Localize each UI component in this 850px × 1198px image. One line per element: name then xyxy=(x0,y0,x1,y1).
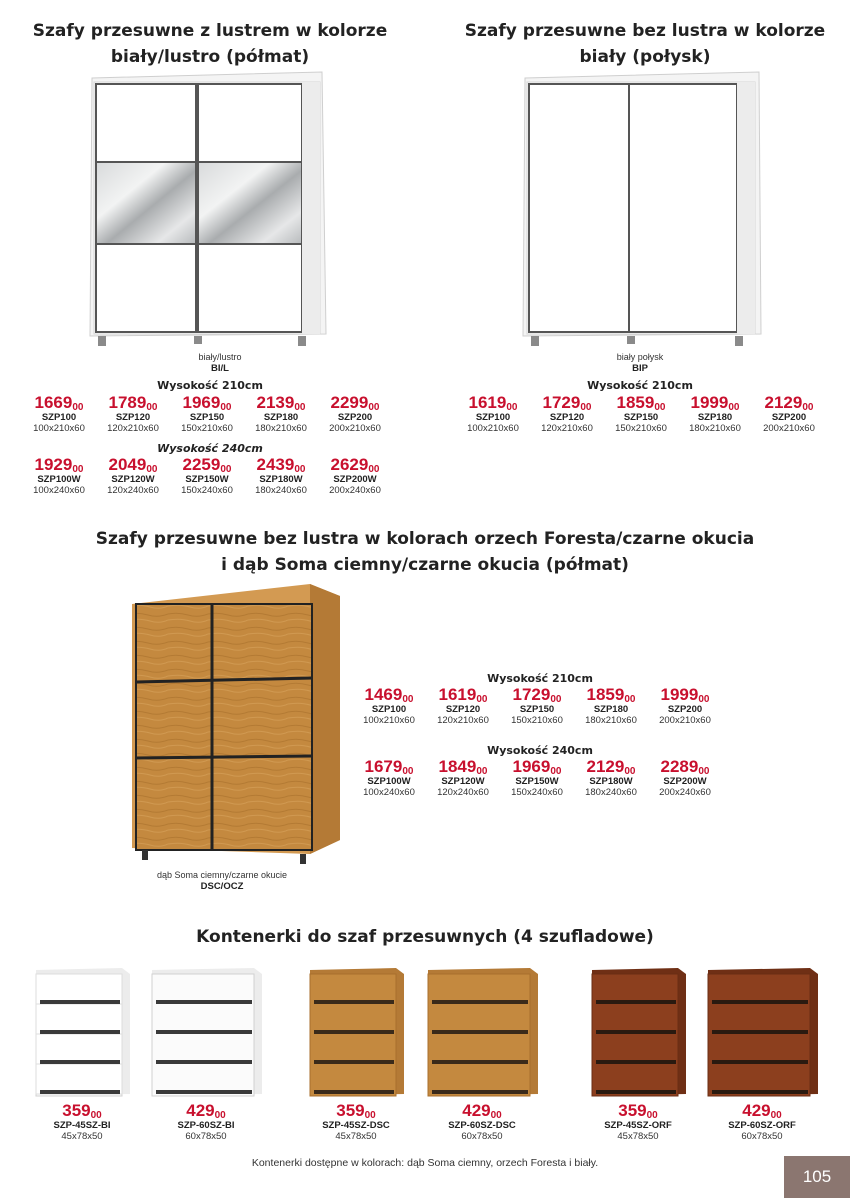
oak-variant-name: dąb Soma ciemny/czarne okucie xyxy=(156,870,288,880)
product-code: SZP120 xyxy=(115,412,151,423)
dimensions: 180x240x60 xyxy=(255,485,307,496)
gloss-variant-label xyxy=(540,352,740,374)
price-item xyxy=(352,686,426,726)
oak-wardrobe-image xyxy=(128,582,348,864)
oak-variant-label xyxy=(122,870,322,892)
price-item xyxy=(648,686,722,726)
price: 1969$^{00}$ xyxy=(512,757,562,777)
price-item xyxy=(304,1102,408,1142)
price: 2139$^{00}$ xyxy=(256,393,306,413)
product-code: SZP200W xyxy=(663,776,707,787)
product-code: SZP-60SZ-BI xyxy=(177,1120,235,1131)
price: $359^{00}$ xyxy=(336,1101,376,1121)
price: 1669$^{00}$ xyxy=(34,393,84,413)
dimensions: 100x210x60 xyxy=(33,423,85,434)
dimensions: 150x210x60 xyxy=(181,423,233,434)
dimensions: 45x78x50 xyxy=(617,1131,659,1142)
mirror-title-line-2: biały/lustro (półmat) xyxy=(110,47,310,67)
price-item xyxy=(426,686,500,726)
price-item xyxy=(456,394,530,434)
dimensions: 150x210x60 xyxy=(615,423,667,434)
product-code: SZP150W xyxy=(185,474,229,485)
mirror-wardrobe-image xyxy=(80,70,330,346)
oak-height-210-label: Wysokość 210cm xyxy=(487,672,593,685)
drawer-unit-oak-60-image xyxy=(422,966,542,1098)
mirror-height-210-label: Wysokość 210cm xyxy=(157,379,263,392)
price: 1679$^{00}$ xyxy=(364,757,414,777)
product-code: SZP-45SZ-BI xyxy=(53,1120,111,1131)
price-item xyxy=(500,686,574,726)
price-item xyxy=(752,394,826,434)
mirror-variant-label xyxy=(120,352,320,374)
price-item xyxy=(586,1102,690,1142)
price: $359^{00}$ xyxy=(618,1101,658,1121)
price-item xyxy=(244,394,318,434)
product-code: SZP180 xyxy=(263,412,299,423)
price: 2049$^{00}$ xyxy=(108,455,158,475)
oak-price-row-240 xyxy=(352,758,722,798)
price: 1729$^{00}$ xyxy=(542,393,592,413)
drawer-unit-walnut-60-image xyxy=(702,966,822,1098)
drawers-price-row xyxy=(30,1102,822,1142)
price: 1969$^{00}$ xyxy=(182,393,232,413)
dimensions: 150x240x60 xyxy=(181,485,233,496)
product-code: SZP180 xyxy=(697,412,733,423)
dimensions: 120x240x60 xyxy=(107,485,159,496)
price-item xyxy=(170,456,244,496)
price: 2299$^{00}$ xyxy=(330,393,380,413)
dimensions: 45x78x50 xyxy=(61,1131,103,1142)
product-code: SZP100W xyxy=(37,474,81,485)
dimensions: 120x240x60 xyxy=(437,787,489,798)
dimensions: 180x240x60 xyxy=(585,787,637,798)
product-code: SZP200W xyxy=(333,474,377,485)
gloss-height-210-label: Wysokość 210cm xyxy=(587,379,693,392)
dimensions: 100x210x60 xyxy=(363,715,415,726)
gloss-wardrobe-image xyxy=(515,70,765,346)
gloss-title-line-1: Szafy przesuwne bez lustra w kolorze xyxy=(464,21,826,41)
price-item xyxy=(422,1102,542,1142)
drawer-unit-white-60-image xyxy=(146,966,266,1098)
price-item xyxy=(604,394,678,434)
gloss-price-row-210 xyxy=(456,394,826,434)
product-code: SZP180W xyxy=(259,474,303,485)
dimensions: 200x210x60 xyxy=(763,423,815,434)
gloss-variant-name: biały połysk xyxy=(616,352,664,362)
price-item xyxy=(574,758,648,798)
price-item xyxy=(318,394,392,434)
product-code: SZP200 xyxy=(771,412,807,423)
price-item xyxy=(648,758,722,798)
price-item xyxy=(96,456,170,496)
product-code: SZP150 xyxy=(519,704,555,715)
dimensions: 200x240x60 xyxy=(329,485,381,496)
mirror-section-title xyxy=(20,18,400,70)
page-number: 105 xyxy=(784,1156,850,1198)
mirror-price-row-240 xyxy=(22,456,392,496)
drawers-section-title: Kontenerki do szaf przesuwnych (4 szufladowe) xyxy=(196,927,654,947)
dimensions: 150x210x60 xyxy=(511,715,563,726)
price: 2129$^{00}$ xyxy=(586,757,636,777)
mirror-title-line-1: Szafy przesuwne z lustrem w kolorze xyxy=(32,21,388,41)
dimensions: 180x210x60 xyxy=(255,423,307,434)
mirror-height-240-label: Wysokość 240cm xyxy=(157,442,263,455)
dimensions: 100x210x60 xyxy=(467,423,519,434)
oak-title-line-2: i dąb Soma ciemny/czarne okucia (półmat) xyxy=(221,555,629,575)
product-code: SZP-45SZ-ORF xyxy=(604,1120,672,1131)
price: 1619$^{00}$ xyxy=(468,393,518,413)
price: 2629$^{00}$ xyxy=(330,455,380,475)
product-code: SZP200 xyxy=(337,412,373,423)
price: 1999$^{00}$ xyxy=(690,393,740,413)
dimensions: 60x78x50 xyxy=(185,1131,227,1142)
product-code: SZP100W xyxy=(367,776,411,787)
price: $429^{00}$ xyxy=(742,1101,782,1121)
dimensions: 150x240x60 xyxy=(511,787,563,798)
price: 1469$^{00}$ xyxy=(364,685,414,705)
price: 1729$^{00}$ xyxy=(512,685,562,705)
product-code: SZP180 xyxy=(593,704,629,715)
product-code: SZP-45SZ-DSC xyxy=(322,1120,390,1131)
price: 2289$^{00}$ xyxy=(660,757,710,777)
product-code: SZP100 xyxy=(475,412,511,423)
product-code: SZP120 xyxy=(549,412,585,423)
oak-variant-code: DSC/OCZ xyxy=(200,881,244,892)
product-code: SZP200 xyxy=(667,704,703,715)
dimensions: 200x210x60 xyxy=(659,715,711,726)
dimensions: 100x240x60 xyxy=(33,485,85,496)
price: 2129$^{00}$ xyxy=(764,393,814,413)
dimensions: 200x210x60 xyxy=(329,423,381,434)
oak-title-line-1: Szafy przesuwne bez lustra w kolorach orzech Foresta/czarne okucia xyxy=(95,529,755,549)
product-code: SZP150 xyxy=(189,412,225,423)
price: 2439$^{00}$ xyxy=(256,455,306,475)
price-item xyxy=(702,1102,822,1142)
price: $429^{00}$ xyxy=(186,1101,226,1121)
price-item xyxy=(318,456,392,496)
dimensions: 100x240x60 xyxy=(363,787,415,798)
oak-height-240-label: Wysokość 240cm xyxy=(487,744,593,757)
mirror-variant-name: biały/lustro xyxy=(198,352,242,362)
gloss-section-title xyxy=(440,18,850,70)
price-item xyxy=(574,686,648,726)
dimensions: 200x240x60 xyxy=(659,787,711,798)
price-item xyxy=(244,456,318,496)
dimensions: 60x78x50 xyxy=(461,1131,503,1142)
price: $429^{00}$ xyxy=(462,1101,502,1121)
price-item xyxy=(96,394,170,434)
product-code: SZP120W xyxy=(441,776,485,787)
price-item xyxy=(426,758,500,798)
price: 1849$^{00}$ xyxy=(438,757,488,777)
price: 1859$^{00}$ xyxy=(586,685,636,705)
mirror-price-row-210 xyxy=(22,394,392,434)
gloss-variant-code: BIP xyxy=(632,363,648,374)
dimensions: 60x78x50 xyxy=(741,1131,783,1142)
oak-price-row-210 xyxy=(352,686,722,726)
product-code: SZP120W xyxy=(111,474,155,485)
price-item xyxy=(22,456,96,496)
product-code: SZP150W xyxy=(515,776,559,787)
dimensions: 120x210x60 xyxy=(437,715,489,726)
dimensions: 45x78x50 xyxy=(335,1131,377,1142)
price: $359^{00}$ xyxy=(62,1101,102,1121)
price-item xyxy=(22,394,96,434)
price: 1999$^{00}$ xyxy=(660,685,710,705)
mirror-variant-code: BI/L xyxy=(211,363,229,374)
product-code: SZP100 xyxy=(371,704,407,715)
product-code: SZP150 xyxy=(623,412,659,423)
price-item xyxy=(30,1102,134,1142)
oak-section-title xyxy=(40,526,810,578)
dimensions: 180x210x60 xyxy=(689,423,741,434)
drawer-unit-white-45-image xyxy=(30,966,134,1098)
product-code: SZP100 xyxy=(41,412,77,423)
price: 2259$^{00}$ xyxy=(182,455,232,475)
dimensions: 120x210x60 xyxy=(541,423,593,434)
drawer-unit-oak-45-image xyxy=(304,966,408,1098)
price: 1929$^{00}$ xyxy=(34,455,84,475)
footnote: Kontenerki dostępne w kolorach: dąb Soma ciemny, orzech Foresta i biały. xyxy=(251,1157,599,1169)
price: 1789$^{00}$ xyxy=(108,393,158,413)
product-code: SZP-60SZ-DSC xyxy=(448,1120,516,1131)
product-code: SZP-60SZ-ORF xyxy=(728,1120,796,1131)
price-item xyxy=(352,758,426,798)
price-item xyxy=(500,758,574,798)
dimensions: 120x210x60 xyxy=(107,423,159,434)
gloss-title-line-2: biały (połysk) xyxy=(579,47,711,67)
drawer-unit-walnut-45-image xyxy=(586,966,690,1098)
price-item xyxy=(146,1102,266,1142)
price: 1619$^{00}$ xyxy=(438,685,488,705)
price: 1859$^{00}$ xyxy=(616,393,666,413)
price-item xyxy=(170,394,244,434)
product-code: SZP180W xyxy=(589,776,633,787)
product-code: SZP120 xyxy=(445,704,481,715)
dimensions: 180x210x60 xyxy=(585,715,637,726)
price-item xyxy=(530,394,604,434)
price-item xyxy=(678,394,752,434)
